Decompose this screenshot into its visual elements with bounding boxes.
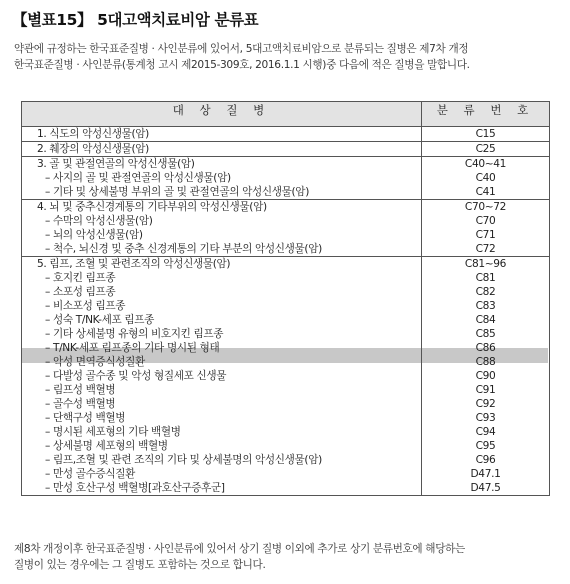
classification-code: C71 [475, 229, 496, 241]
classification-code: C93 [475, 412, 496, 424]
disease-category: 5. 림프, 조혈 및 관련조직의 악성신생물(암) [37, 258, 231, 270]
footer-line: 질병이 있는 경우에는 그 질병도 포함하는 것으로 합니다. [14, 559, 266, 571]
classification-code: C92 [475, 398, 496, 410]
disease-cell [22, 257, 422, 496]
intro-paragraph [14, 41, 558, 73]
header-disease: 대 상 질 병 [22, 102, 422, 127]
disease-category: 1. 식도의 악성신생물(암) [37, 128, 149, 140]
classification-code: C95 [475, 440, 496, 452]
disease-cell [22, 157, 422, 200]
classification-code: C40 [475, 172, 496, 184]
code-cell [422, 157, 550, 200]
disease-subitem: – 성숙 T/NK-세포 림프종 [45, 314, 155, 326]
disease-subitem: – 수막의 악성신생물(암) [45, 215, 153, 227]
code-cell [422, 200, 550, 257]
disease-subitem: – 기타 및 상세불명 부위의 골 및 관절연골의 악성신생물(암) [45, 186, 309, 198]
footer-line: 제8차 개정이후 한국표준질병 · 사인분류에 있어서 상기 질병 이외에 추가로 상기 분류번호에 해당하는 [14, 543, 465, 555]
disease-subitem: – 기타 상세불명 유형의 비호지킨 림프종 [45, 328, 224, 340]
disease-subitem: – 상세불명 세포형의 백혈병 [45, 440, 168, 452]
disease-subitem: – 명시된 세포형의 기타 백혈병 [45, 426, 181, 438]
classification-code: C40~41 [464, 158, 507, 170]
disease-cell [22, 127, 422, 142]
disease-subitem: – 림프,조혈 및 관련 조직의 기타 및 상세불명의 악성신생물(암) [45, 454, 322, 466]
table-row [22, 200, 550, 257]
disease-category: 4. 뇌 및 중추신경계통의 기타부위의 악성신생물(암) [37, 201, 267, 213]
disease-subitem: – 소포성 림프종 [45, 286, 116, 298]
code-cell [422, 127, 550, 142]
classification-code: C25 [475, 143, 496, 155]
classification-code: C94 [475, 426, 496, 438]
disease-subitem: – 단핵구성 백혈병 [45, 412, 126, 424]
table-row [22, 257, 550, 496]
classification-code: C96 [475, 454, 496, 466]
table-header-row [22, 102, 550, 127]
classification-code: C41 [475, 186, 496, 198]
disease-subitem: – 악성 면역증식성질환 [45, 356, 145, 368]
disease-subitem: – 호지킨 림프종 [45, 272, 116, 284]
disease-subitem: – 사지의 골 및 관절연골의 악성신생물(암) [45, 172, 231, 184]
disease-subitem: – 만성 골수증식질환 [45, 468, 136, 480]
classification-code: C81 [475, 272, 496, 284]
code-cell [422, 257, 550, 496]
classification-code: C82 [475, 286, 496, 298]
classification-table [21, 101, 550, 496]
header-code: 분 류 번 호 [422, 102, 550, 127]
disease-subitem: – T/NK-세포 림프종의 기타 명시된 형태 [45, 342, 220, 354]
classification-code: C70 [475, 215, 496, 227]
disease-subitem: – 림프성 백혈병 [45, 384, 116, 396]
annex-title: 【별표15】 5대고액치료비암 분류표 [12, 11, 259, 29]
table-row [22, 157, 550, 200]
disease-subitem: – 다발성 골수종 및 악성 형질세포 신생물 [45, 370, 227, 382]
table-row [22, 142, 550, 157]
classification-code: C84 [475, 314, 496, 326]
disease-subitem: – 뇌의 악성신생물(암) [45, 229, 143, 241]
table-row [22, 127, 550, 142]
disease-category: 2. 췌장의 악성신생물(암) [37, 143, 149, 155]
disease-category: 3. 골 및 관절연골의 악성신생물(암) [37, 158, 195, 170]
disease-subitem: – 척수, 뇌신경 및 중추 신경계통의 기타 부분의 악성신생물(암) [45, 243, 322, 255]
code-cell [422, 142, 550, 157]
classification-code: C70~72 [464, 201, 507, 213]
classification-code: C83 [475, 300, 496, 312]
classification-code: D47.5 [470, 482, 501, 494]
intro-line: 약관에 규정하는 한국표준질병 · 사인분류에 있어서, 5대고액치료비암으로 분류되는 질병은 제7차 개정 [14, 43, 469, 55]
disease-subitem: – 골수성 백혈병 [45, 398, 116, 410]
classification-code: C90 [475, 370, 496, 382]
footer-note [14, 541, 558, 573]
classification-code: C91 [475, 384, 496, 396]
classification-code: C88 [475, 356, 496, 368]
disease-subitem: – 만성 호산구성 백혈병[과호산구증후군] [45, 482, 225, 494]
intro-line: 한국표준질병 · 사인분류(통계청 고시 제2015-309호, 2016.1.1 시행)중 다음에 적은 질병을 말합니다. [14, 59, 470, 71]
disease-cell [22, 200, 422, 257]
classification-code: C86 [475, 342, 496, 354]
classification-code: D47.1 [470, 468, 501, 480]
classification-code: C15 [475, 128, 496, 140]
classification-code: C72 [475, 243, 496, 255]
classification-code: C85 [475, 328, 496, 340]
disease-cell [22, 142, 422, 157]
disease-subitem: – 비소포성 림프종 [45, 300, 126, 312]
classification-code: C81~96 [464, 258, 507, 270]
